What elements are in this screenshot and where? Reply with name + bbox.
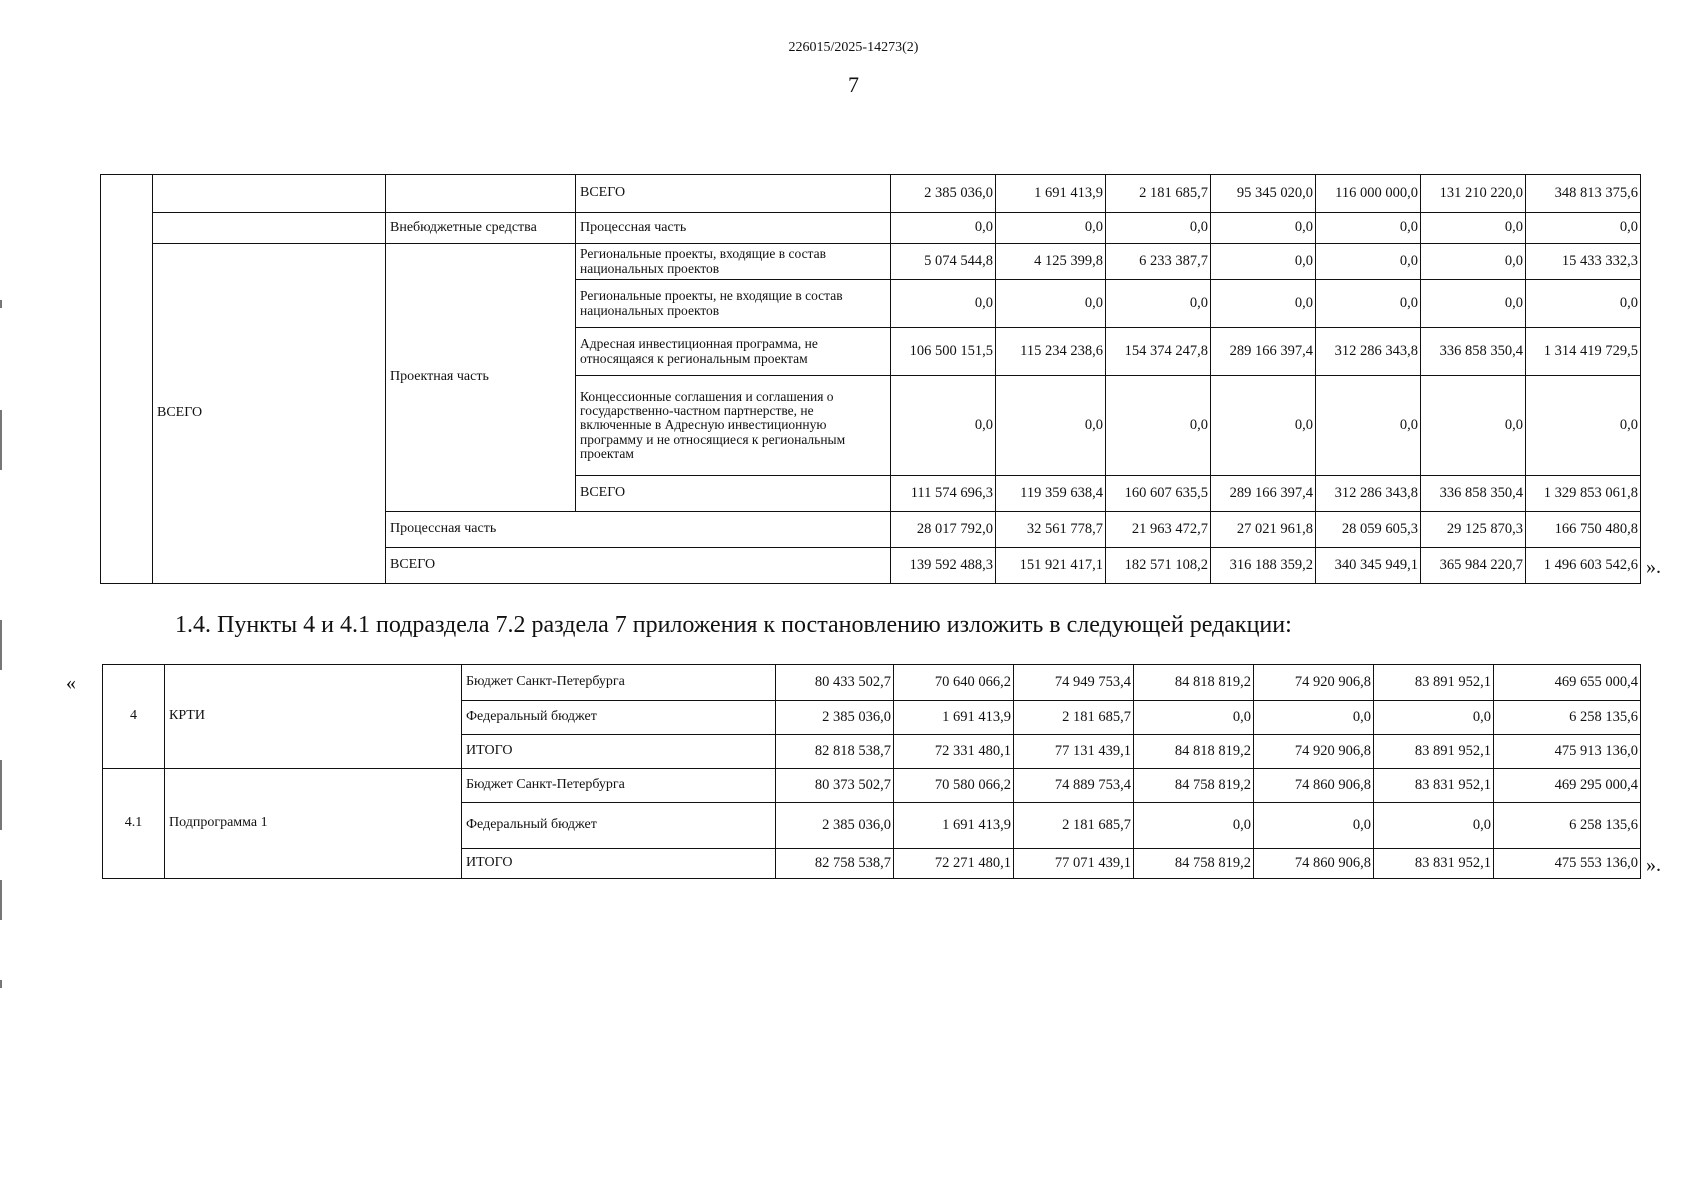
value-cell: 1 314 419 729,5	[1526, 328, 1641, 376]
row-label: Адресная инвестиционная программа, не относящаяся к региональным проектам	[576, 328, 891, 376]
value-cell: 475 553 136,0	[1494, 849, 1641, 879]
value-cell: 1 691 413,9	[894, 701, 1014, 735]
value-cell: 0,0	[891, 376, 996, 476]
value-cell: 4 125 399,8	[996, 244, 1106, 280]
value-cell: 289 166 397,4	[1211, 476, 1316, 512]
margin-mark	[0, 760, 2, 830]
document-number: 226015/2025-14273(2)	[788, 40, 919, 55]
value-cell: 77 131 439,1	[1014, 735, 1134, 769]
row-label: Региональные проекты, не входящие в состав национальных проектов	[576, 280, 891, 328]
value-cell: 2 385 036,0	[776, 701, 894, 735]
value-cell: 27 021 961,8	[1211, 512, 1316, 548]
value-cell: 312 286 343,8	[1316, 328, 1421, 376]
value-cell: 0,0	[1254, 701, 1374, 735]
value-cell: 115 234 238,6	[996, 328, 1106, 376]
table-row	[103, 769, 1641, 803]
value-cell: 139 592 488,3	[891, 548, 996, 584]
value-cell: 151 921 417,1	[996, 548, 1106, 584]
value-cell: 74 949 753,4	[1014, 665, 1134, 701]
value-cell: 0,0	[1526, 213, 1641, 244]
table-row	[101, 244, 1641, 280]
value-cell: 1 329 853 061,8	[1526, 476, 1641, 512]
value-cell: 0,0	[1211, 244, 1316, 280]
value-cell: 95 345 020,0	[1211, 175, 1316, 213]
value-cell: 336 858 350,4	[1421, 328, 1526, 376]
row-label: ВСЕГО	[576, 175, 891, 213]
value-cell: 0,0	[1421, 244, 1526, 280]
empty-cell	[386, 175, 576, 213]
value-cell: 83 891 952,1	[1374, 735, 1494, 769]
value-cell: 83 831 952,1	[1374, 769, 1494, 803]
value-cell: 6 258 135,6	[1494, 701, 1641, 735]
value-cell: 0,0	[1316, 213, 1421, 244]
row-label: Процессная часть	[576, 213, 891, 244]
value-cell: 2 385 036,0	[891, 175, 996, 213]
value-cell: 84 758 819,2	[1134, 769, 1254, 803]
value-cell: 316 188 359,2	[1211, 548, 1316, 584]
row-label: Бюджет Санкт-Петербурга	[462, 769, 776, 803]
value-cell: 0,0	[996, 280, 1106, 328]
value-cell: 166 750 480,8	[1526, 512, 1641, 548]
page-number: 7	[848, 72, 859, 97]
value-cell: 182 571 108,2	[1106, 548, 1211, 584]
value-cell: 84 758 819,2	[1134, 849, 1254, 879]
value-cell: 6 258 135,6	[1494, 803, 1641, 849]
value-cell: 0,0	[1211, 213, 1316, 244]
value-cell: 0,0	[1374, 803, 1494, 849]
table-row	[103, 665, 1641, 701]
value-cell: 1 691 413,9	[894, 803, 1014, 849]
value-cell: 348 813 375,6	[1526, 175, 1641, 213]
margin-mark	[0, 880, 2, 920]
value-cell: 0,0	[1526, 280, 1641, 328]
margin-mark	[0, 410, 2, 470]
value-cell: 2 385 036,0	[776, 803, 894, 849]
value-cell: 0,0	[891, 280, 996, 328]
value-cell: 0,0	[1254, 803, 1374, 849]
value-cell: 82 758 538,7	[776, 849, 894, 879]
value-cell: 74 920 906,8	[1254, 735, 1374, 769]
item-name: Подпрограмма 1	[165, 769, 462, 879]
value-cell: 77 071 439,1	[1014, 849, 1134, 879]
value-cell: 154 374 247,8	[1106, 328, 1211, 376]
item-number: 4	[103, 665, 165, 769]
value-cell: 469 655 000,4	[1494, 665, 1641, 701]
value-cell: 2 181 685,7	[1106, 175, 1211, 213]
row-label: ВСЕГО	[386, 548, 891, 584]
value-cell: 0,0	[1316, 280, 1421, 328]
opening-quote: «	[66, 672, 76, 694]
margin-mark	[0, 980, 2, 988]
financing-table-continuation	[100, 174, 1641, 584]
value-cell: 0,0	[1421, 280, 1526, 328]
closing-quote: ».	[1646, 854, 1661, 876]
margin-mark	[0, 620, 2, 670]
table-row	[101, 213, 1641, 244]
value-cell: 119 359 638,4	[996, 476, 1106, 512]
row-label: ИТОГО	[462, 735, 776, 769]
row-label: Процессная часть	[386, 512, 891, 548]
value-cell: 21 963 472,7	[1106, 512, 1211, 548]
value-cell: 28 017 792,0	[891, 512, 996, 548]
value-cell: 5 074 544,8	[891, 244, 996, 280]
closing-quote: ».	[1646, 556, 1661, 578]
value-cell: 2 181 685,7	[1014, 803, 1134, 849]
row-label: ВСЕГО	[576, 476, 891, 512]
value-cell: 0,0	[1211, 376, 1316, 476]
value-cell: 70 640 066,2	[894, 665, 1014, 701]
value-cell: 131 210 220,0	[1421, 175, 1526, 213]
value-cell: 32 561 778,7	[996, 512, 1106, 548]
value-cell: 0,0	[1134, 701, 1254, 735]
row-label: Концессионные соглашения и соглашения о государственно-частном партнерстве, не включенные в Адресную инвестиционную программу и не относящиеся к региональным проектам	[576, 376, 891, 476]
row-label: Федеральный бюджет	[462, 803, 776, 849]
value-cell: 365 984 220,7	[1421, 548, 1526, 584]
value-cell: 0,0	[1211, 280, 1316, 328]
value-cell: 312 286 343,8	[1316, 476, 1421, 512]
project-part-label: Проектная часть	[386, 244, 576, 512]
value-cell: 0,0	[1106, 213, 1211, 244]
value-cell: 74 860 906,8	[1254, 849, 1374, 879]
value-cell: 0,0	[1106, 376, 1211, 476]
value-cell: 289 166 397,4	[1211, 328, 1316, 376]
value-cell: 0,0	[1421, 213, 1526, 244]
value-cell: 72 331 480,1	[894, 735, 1014, 769]
value-cell: 0,0	[1421, 376, 1526, 476]
value-cell: 74 889 753,4	[1014, 769, 1134, 803]
value-cell: 0,0	[1526, 376, 1641, 476]
value-cell: 336 858 350,4	[1421, 476, 1526, 512]
row-label: ИТОГО	[462, 849, 776, 879]
amendment-paragraph: 1.4. Пункты 4 и 4.1 подраздела 7.2 раздела 7 приложения к постановлению изложить в следующей редакции:	[175, 612, 1292, 638]
value-cell: 80 433 502,7	[776, 665, 894, 701]
value-cell: 6 233 387,7	[1106, 244, 1211, 280]
row-label: Региональные проекты, входящие в состав национальных проектов	[576, 244, 891, 280]
value-cell: 160 607 635,5	[1106, 476, 1211, 512]
value-cell: 1 691 413,9	[996, 175, 1106, 213]
group-label: ВСЕГО	[153, 244, 386, 584]
empty-cell	[153, 213, 386, 244]
value-cell: 340 345 949,1	[1316, 548, 1421, 584]
item-number: 4.1	[103, 769, 165, 879]
value-cell: 82 818 538,7	[776, 735, 894, 769]
value-cell: 0,0	[1106, 280, 1211, 328]
value-cell: 83 891 952,1	[1374, 665, 1494, 701]
value-cell: 111 574 696,3	[891, 476, 996, 512]
table-row	[101, 175, 1641, 213]
value-cell: 84 818 819,2	[1134, 735, 1254, 769]
value-cell: 28 059 605,3	[1316, 512, 1421, 548]
value-cell: 70 580 066,2	[894, 769, 1014, 803]
margin-mark	[0, 300, 2, 308]
value-cell: 80 373 502,7	[776, 769, 894, 803]
row-label: Федеральный бюджет	[462, 701, 776, 735]
value-cell: 84 818 819,2	[1134, 665, 1254, 701]
empty-cell	[153, 175, 386, 213]
value-cell: 1 496 603 542,6	[1526, 548, 1641, 584]
item-name: КРТИ	[165, 665, 462, 769]
value-cell: 15 433 332,3	[1526, 244, 1641, 280]
subprogram-financing-table	[102, 664, 1641, 879]
value-cell: 0,0	[1134, 803, 1254, 849]
value-cell: 475 913 136,0	[1494, 735, 1641, 769]
value-cell: 469 295 000,4	[1494, 769, 1641, 803]
value-cell: 0,0	[996, 213, 1106, 244]
value-cell: 74 920 906,8	[1254, 665, 1374, 701]
value-cell: 116 000 000,0	[1316, 175, 1421, 213]
empty-number-cell	[101, 175, 153, 584]
value-cell: 0,0	[891, 213, 996, 244]
value-cell: 72 271 480,1	[894, 849, 1014, 879]
row-label: Бюджет Санкт-Петербурга	[462, 665, 776, 701]
value-cell: 74 860 906,8	[1254, 769, 1374, 803]
value-cell: 0,0	[1316, 376, 1421, 476]
value-cell: 0,0	[1374, 701, 1494, 735]
value-cell: 29 125 870,3	[1421, 512, 1526, 548]
source-label: Внебюджетные средства	[386, 213, 576, 244]
value-cell: 83 831 952,1	[1374, 849, 1494, 879]
value-cell: 0,0	[996, 376, 1106, 476]
value-cell: 2 181 685,7	[1014, 701, 1134, 735]
value-cell: 0,0	[1316, 244, 1421, 280]
value-cell: 106 500 151,5	[891, 328, 996, 376]
